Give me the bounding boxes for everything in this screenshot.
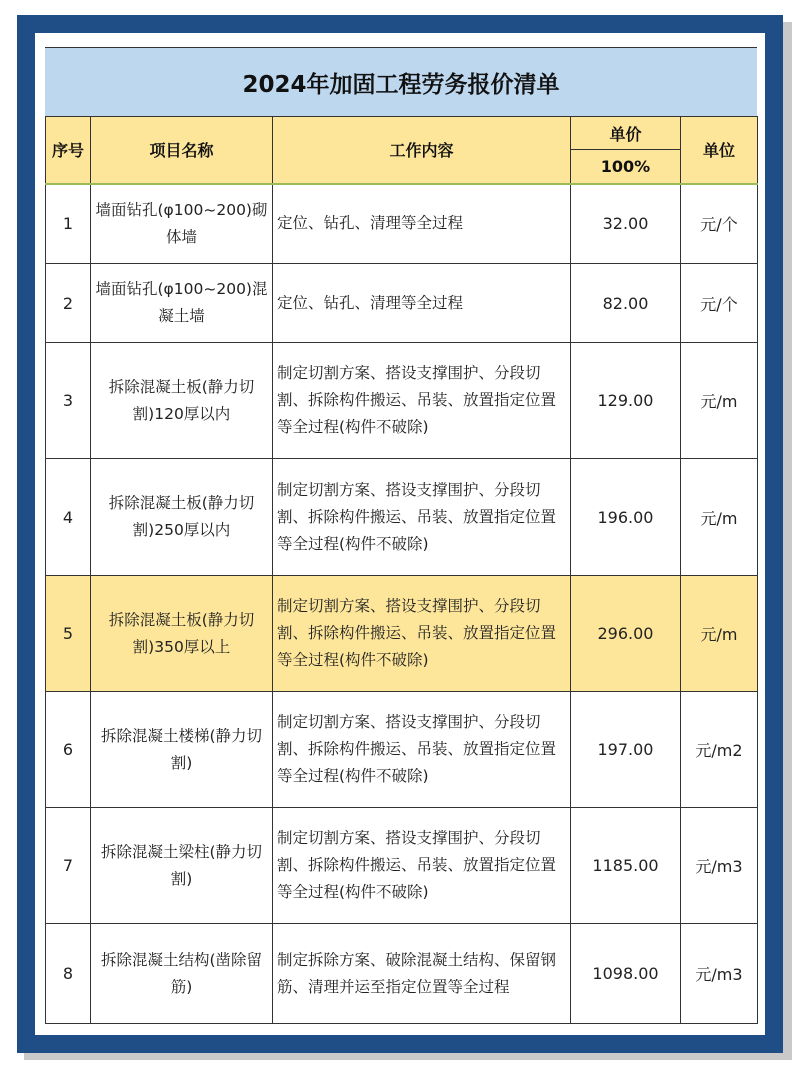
- row-name: 拆除混凝土板(静力切割)350厚以上: [91, 576, 273, 692]
- header-index: 序号: [46, 117, 91, 184]
- row-price: 32.00: [571, 184, 681, 264]
- row-index: 7: [46, 808, 91, 924]
- header-unit: 单位: [681, 117, 758, 184]
- header-price-pct: 100%: [571, 150, 681, 184]
- row-content: 制定切割方案、搭设支撑围护、分段切割、拆除构件搬运、吊装、放置指定位置等全过程(构件不破除): [273, 692, 571, 808]
- row-price: 1185.00: [571, 808, 681, 924]
- row-name: 拆除混凝土板(静力切割)120厚以内: [91, 343, 273, 459]
- row-index: 5: [46, 576, 91, 692]
- price-table: [45, 116, 758, 1024]
- row-price: 196.00: [571, 459, 681, 576]
- row-name: 拆除混凝土楼梯(静力切割): [91, 692, 273, 808]
- sheet-title: 2024年加固工程劳务报价清单: [45, 47, 757, 116]
- table-row: [46, 343, 758, 459]
- header-price: 单价: [571, 117, 681, 150]
- row-unit: 元/个: [681, 264, 758, 343]
- row-content: 制定拆除方案、破除混凝土结构、保留钢筋、清理并运至指定位置等全过程: [273, 924, 571, 1024]
- row-price: 1098.00: [571, 924, 681, 1024]
- header-content: 工作内容: [273, 117, 571, 184]
- table-row: [46, 459, 758, 576]
- row-content: 制定切割方案、搭设支撑围护、分段切割、拆除构件搬运、吊装、放置指定位置等全过程(构件不破除): [273, 808, 571, 924]
- row-price: 82.00: [571, 264, 681, 343]
- row-price: 296.00: [571, 576, 681, 692]
- row-name: 墙面钻孔(φ100~200)混凝土墙: [91, 264, 273, 343]
- row-content: 制定切割方案、搭设支撑围护、分段切割、拆除构件搬运、吊装、放置指定位置等全过程(构件不破除): [273, 343, 571, 459]
- row-name: 墙面钻孔(φ100~200)砌体墙: [91, 184, 273, 264]
- row-unit: 元/m2: [681, 692, 758, 808]
- row-content: 制定切割方案、搭设支撑围护、分段切割、拆除构件搬运、吊装、放置指定位置等全过程(构件不破除): [273, 576, 571, 692]
- row-unit: 元/m: [681, 343, 758, 459]
- row-unit: 元/个: [681, 184, 758, 264]
- table-row: [46, 184, 758, 264]
- row-unit: 元/m3: [681, 924, 758, 1024]
- row-index: 4: [46, 459, 91, 576]
- table-row-highlighted: [46, 576, 758, 692]
- row-unit: 元/m3: [681, 808, 758, 924]
- row-name: 拆除混凝土板(静力切割)250厚以内: [91, 459, 273, 576]
- price-sheet: [45, 47, 757, 1024]
- row-index: 2: [46, 264, 91, 343]
- table-row: [46, 924, 758, 1024]
- table-row: [46, 808, 758, 924]
- row-content: 定位、钻孔、清理等全过程: [273, 184, 571, 264]
- table-row: [46, 692, 758, 808]
- row-index: 8: [46, 924, 91, 1024]
- header-name: 项目名称: [91, 117, 273, 184]
- row-price: 197.00: [571, 692, 681, 808]
- row-price: 129.00: [571, 343, 681, 459]
- row-name: 拆除混凝土梁柱(静力切割): [91, 808, 273, 924]
- row-index: 6: [46, 692, 91, 808]
- row-content: 制定切割方案、搭设支撑围护、分段切割、拆除构件搬运、吊装、放置指定位置等全过程(构件不破除): [273, 459, 571, 576]
- row-unit: 元/m: [681, 576, 758, 692]
- table-row: [46, 264, 758, 343]
- row-index: 1: [46, 184, 91, 264]
- row-unit: 元/m: [681, 459, 758, 576]
- row-index: 3: [46, 343, 91, 459]
- row-content: 定位、钻孔、清理等全过程: [273, 264, 571, 343]
- row-name: 拆除混凝土结构(凿除留筋): [91, 924, 273, 1024]
